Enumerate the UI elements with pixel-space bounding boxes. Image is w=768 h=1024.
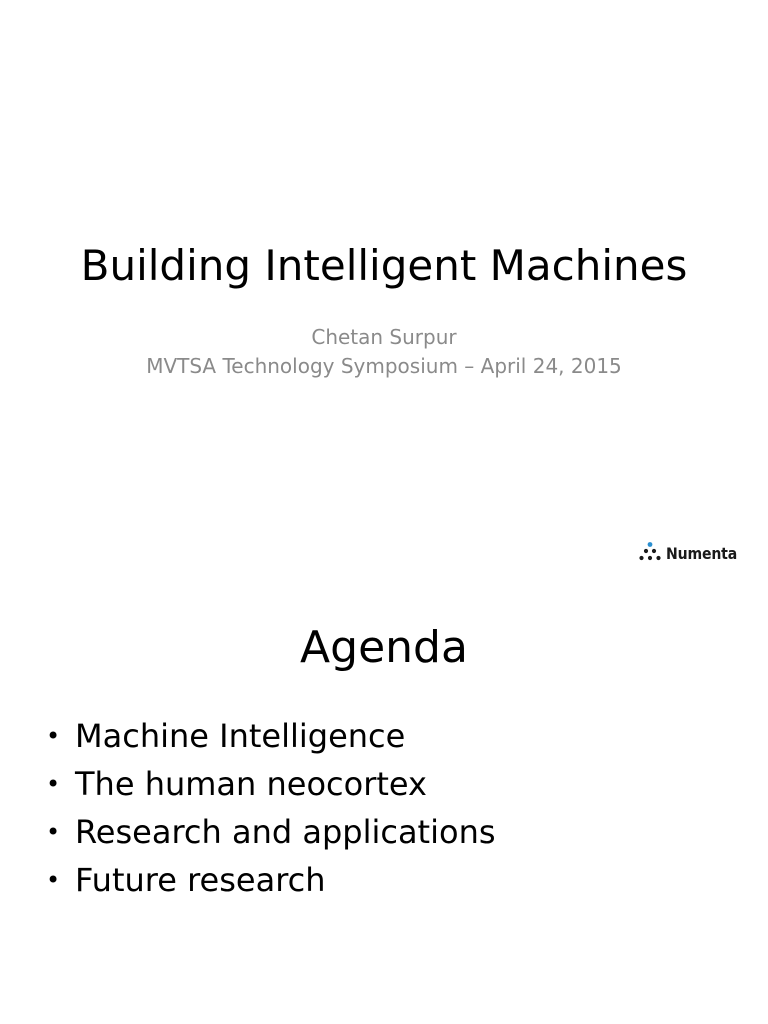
list-item: • Machine Intelligence — [40, 712, 496, 760]
bullet-icon: • — [46, 770, 61, 798]
list-item: • The human neocortex — [40, 760, 496, 808]
presentation-subtitle — [0, 323, 768, 381]
list-item: • Future research — [40, 856, 496, 904]
bullet-icon: • — [46, 866, 61, 894]
event-info: MVTSA Technology Symposium – April 24, 2015 — [146, 354, 622, 378]
bullet-icon: • — [46, 818, 61, 846]
logo-wordmark: Numenta — [666, 543, 738, 563]
author-name: Chetan Surpur — [311, 325, 457, 349]
numenta-logo-icon — [637, 541, 663, 565]
list-item: • Research and applications — [40, 808, 496, 856]
agenda-list — [40, 712, 496, 904]
agenda-slide — [0, 590, 768, 1024]
numenta-logo — [637, 539, 747, 567]
agenda-heading: Agenda — [300, 622, 468, 673]
bullet-icon: • — [46, 722, 61, 750]
presentation-title: Building Intelligent Machines — [80, 241, 688, 290]
